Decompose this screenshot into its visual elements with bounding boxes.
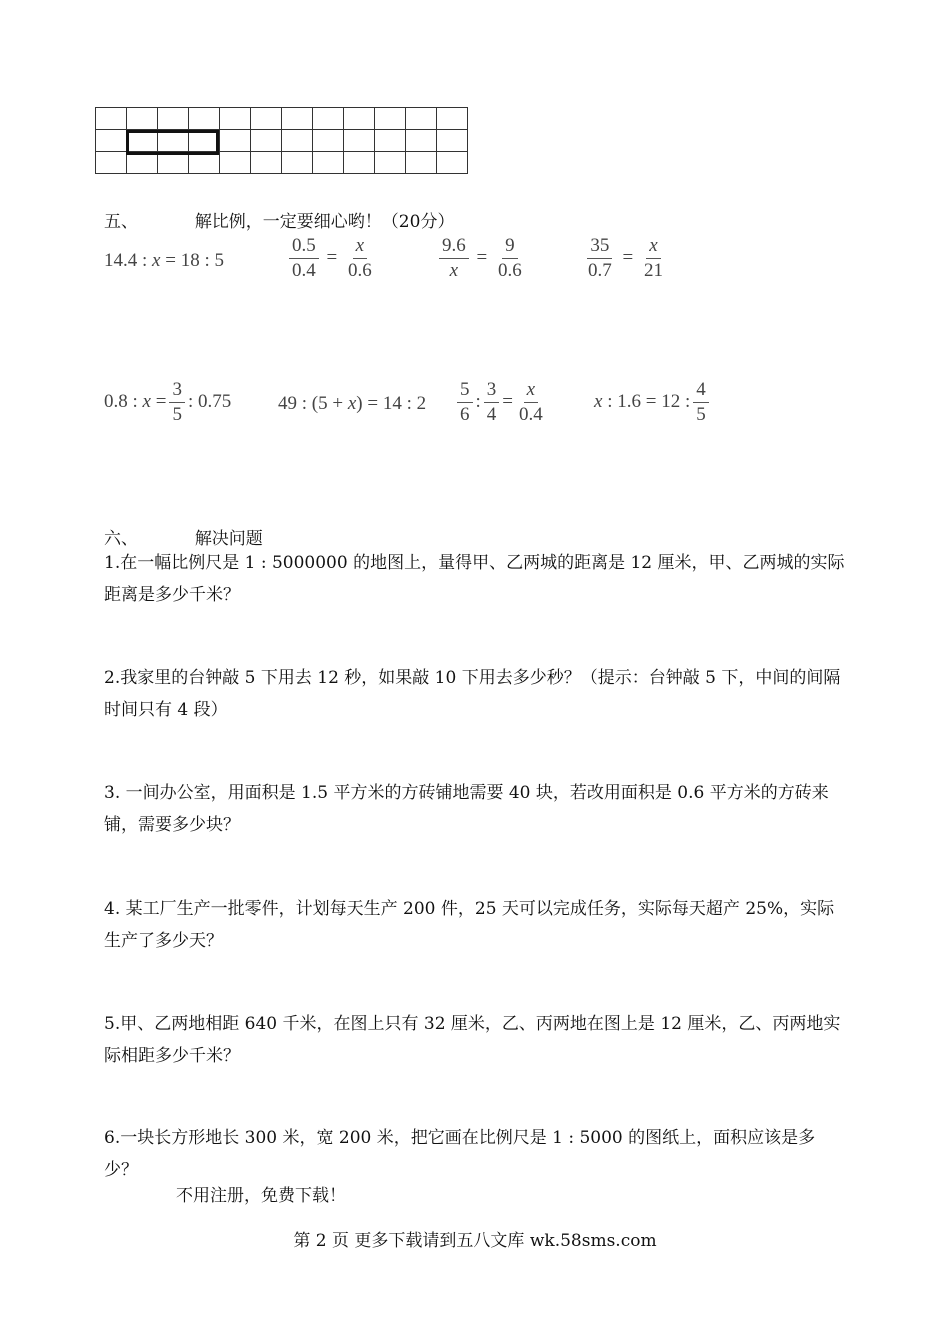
eq-term: 5: [318, 393, 328, 414]
eq-term: 0.8: [104, 391, 128, 413]
denominator: 6: [460, 403, 470, 425]
equation-2-3: $\frac{5}{6}$ : $\frac{3}{4}$ = $\frac{x}{0.4}$: [454, 380, 549, 425]
denominator: 0.4: [519, 403, 543, 425]
equation-2-4: x : 1.6 = 12 : $\frac{4}{5}$: [594, 380, 712, 425]
numerator: 3: [484, 380, 500, 403]
page-footer: 第 2 页 更多下载请到五八文库 wk.58sms.com: [293, 1231, 657, 1251]
fraction: [457, 380, 473, 425]
problem-3: 3. 一间办公室，用面积是 1.5 平方米的方砖铺地需要 40 块，若改用面积是 0.6 平方米的方砖来铺，需要多少块？: [104, 783, 829, 835]
section5-heading: [104, 207, 454, 232]
problem-4: 4. 某工厂生产一批零件，计划每天生产 200 件，25 天可以完成任务，实际每天超产 25%，实际生产了多少天？: [104, 899, 835, 951]
fraction: [345, 236, 375, 281]
eq-variable: x: [594, 391, 603, 413]
fraction: [439, 236, 469, 281]
problem-2: 2.我家里的台钟敲 5 下用去 12 秒，如果敲 10 下用去多少秒？（提示：台钟敲 5 下，中间的间隔时间只有 4 段）: [104, 668, 841, 720]
eq-term: 1.6: [617, 391, 641, 413]
numerator: 3: [169, 380, 185, 403]
section6-title: 解决问题: [194, 529, 263, 549]
denominator: 5: [696, 403, 706, 425]
grid-row: [96, 108, 468, 130]
eq-variable: x: [347, 393, 357, 414]
equation-2-2: 49 : ( 5 + x ) = 14 : 2: [278, 393, 427, 414]
eq-term: 49: [278, 393, 297, 414]
eq-term: 0.75: [197, 391, 232, 413]
denominator: 21: [643, 259, 663, 281]
numerator: 4: [693, 380, 709, 403]
problem-5: 5.甲、乙两地相距 640 千米，在图上只有 32 厘米，乙、丙两地在图上是 12 厘米，乙、丙两地实际相距多少千米？: [104, 1014, 841, 1066]
numerator: 35: [587, 236, 612, 259]
eq-variable: x: [152, 250, 161, 271]
eq-term: 14 : 2: [382, 393, 427, 414]
problem-6: 6.一块长方形地长 300 米，宽 200 米，把它画在比例尺是 1 : 5000 的图纸上，面积应该是多少？: [104, 1128, 816, 1180]
equation-1-1: 14.4 : x = 18 : 5: [104, 250, 224, 271]
equation-1-3: $\frac{9.6}{x}$ = $\frac{9}{0.6}$: [436, 236, 528, 281]
fraction: [693, 380, 709, 425]
denominator: 0.6: [347, 259, 372, 281]
equation-2-1: 0.8 : x = $\frac{3}{5}$ : 0.75: [104, 379, 232, 425]
eq-term: 14.4: [104, 250, 138, 271]
denominator: 5: [172, 403, 182, 425]
denominator: 0.4: [292, 259, 316, 281]
highlighted-rectangle: [126, 130, 219, 155]
section5-title: 解比例，一定要细心哟！（20分）: [194, 212, 455, 232]
fraction: [484, 380, 500, 425]
numerator: 5: [457, 380, 473, 403]
eq-term: 18 : 5: [180, 250, 224, 271]
fraction: [289, 236, 319, 281]
fraction: [641, 236, 666, 281]
denominator: 0.7: [588, 259, 612, 281]
numerator: 9: [502, 236, 518, 259]
numerator: x: [353, 236, 367, 259]
denominator: x: [449, 259, 459, 281]
section6-heading: [104, 524, 263, 549]
denominator: 0.6: [497, 259, 522, 281]
numerator: 0.5: [289, 236, 319, 259]
denominator: 4: [486, 403, 497, 425]
eq-term: 12: [661, 391, 681, 413]
numerator: x: [646, 236, 660, 259]
section6-number: 六、: [104, 529, 138, 549]
fraction: [495, 236, 525, 281]
fraction: [516, 380, 546, 425]
free-download-note: 不用注册，免费下载！: [176, 1186, 346, 1206]
equation-1-2: $\frac{0.5}{0.4}$ = $\frac{x}{0.6}$: [286, 236, 378, 281]
numerator: 9.6: [439, 236, 469, 259]
section5-number: 五、: [104, 212, 138, 232]
numerator: x: [524, 380, 538, 403]
equation-1-4: $\frac{35}{0.7}$ = $\frac{x}{21}$: [582, 236, 669, 281]
problem-1: 1.在一幅比例尺是 1 : 5000000 的地图上，量得甲、乙两城的距离是 12 厘米，甲、乙两城的实际距离是多少千米？: [104, 553, 845, 605]
fraction: [169, 380, 185, 425]
eq-variable: x: [142, 391, 151, 413]
fraction: [585, 236, 615, 281]
